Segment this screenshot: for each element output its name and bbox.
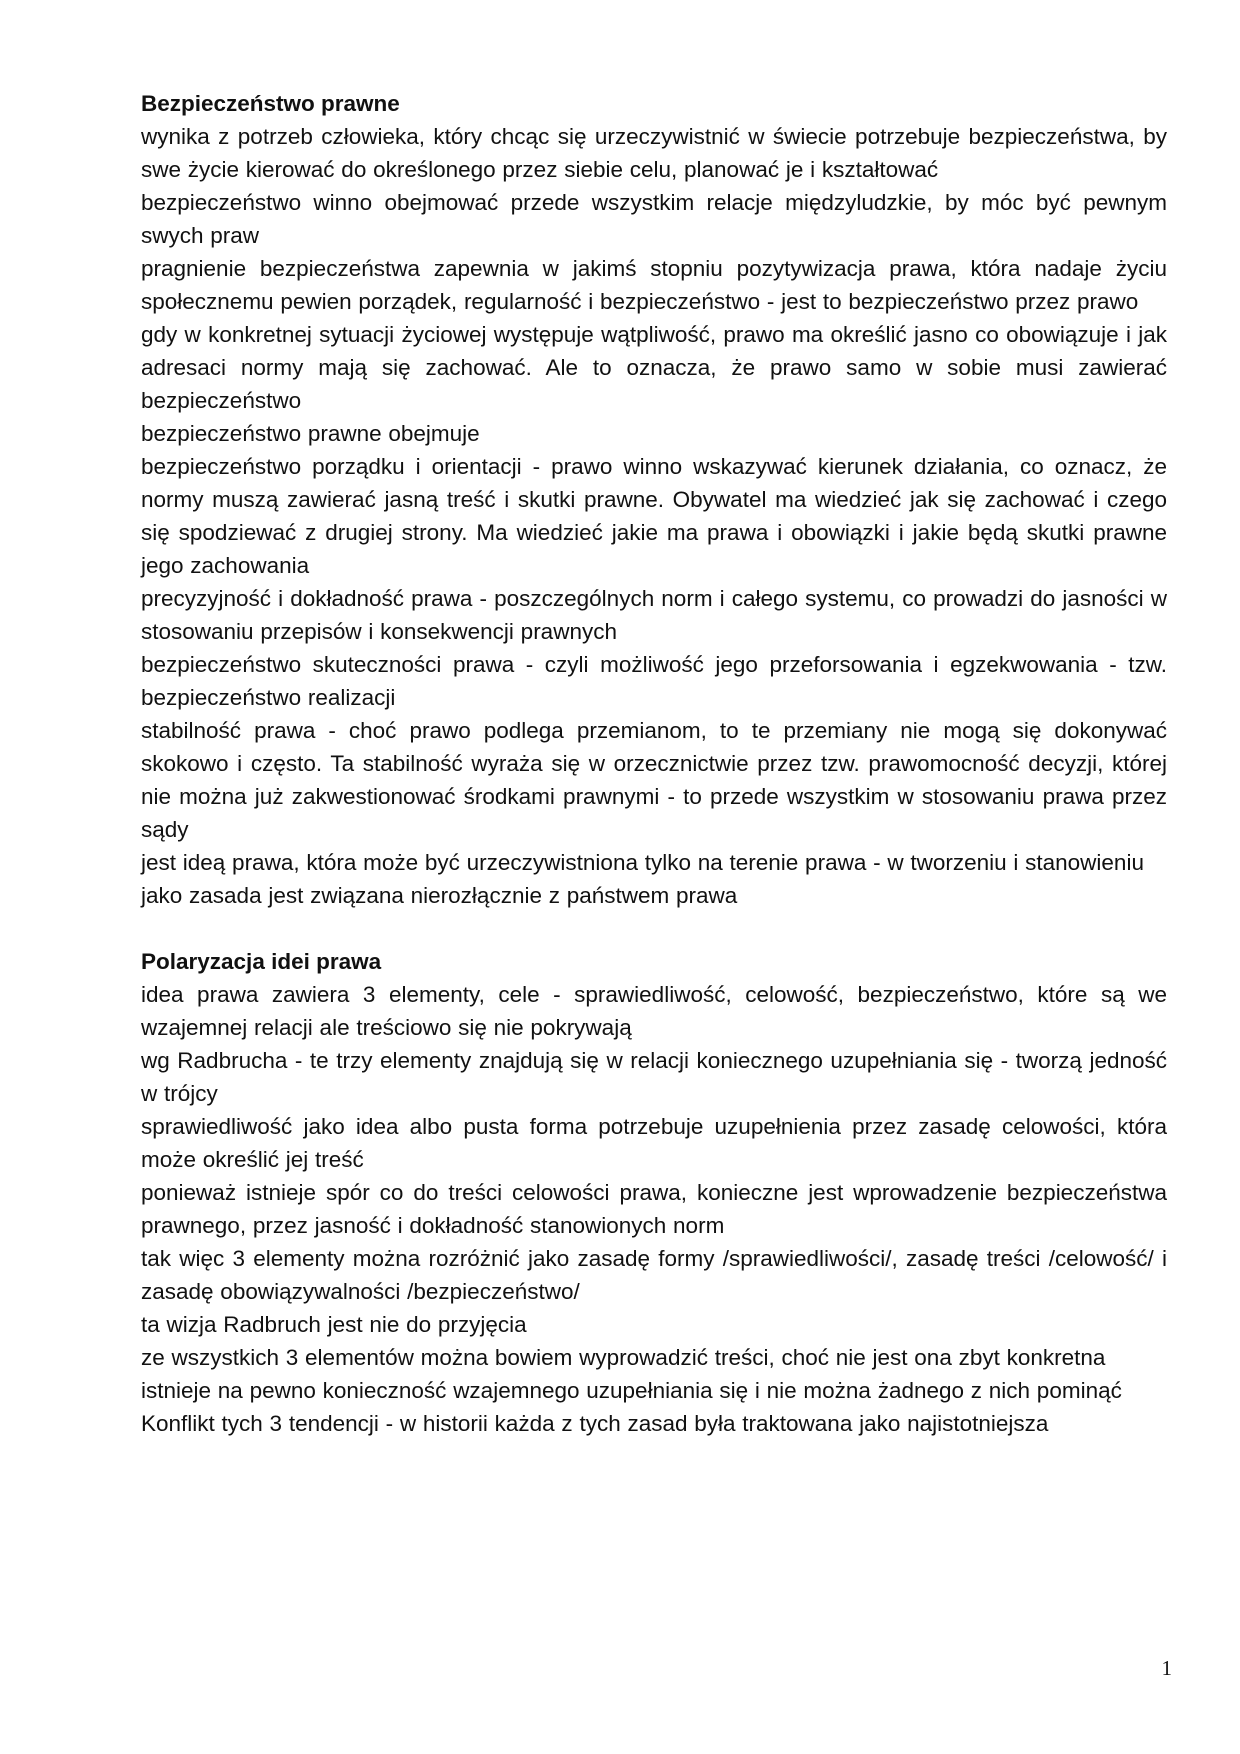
paragraph: precyzyjność i dokładność prawa - poszczególnych norm i całego systemu, co prowadzi do jasności w stosowaniu przepisów i konsekwencji prawnych [141,586,1167,644]
page-number: 1 [1161,1656,1172,1680]
paragraph: wg Radbrucha - te trzy elementy znajdują się w relacji koniecznego uzupełniania się - tworzą jedność w trójcy [141,1048,1167,1106]
paragraph: gdy w konkretnej sytuacji życiowej występuje wątpliwość, prawo ma określić jasno co obowiązuje i jak adresaci normy mają się zachować. Ale to oznacza, że prawo samo w sobie musi zawierać bezpieczeństwo [141,322,1167,413]
paragraph: ze wszystkich 3 elementów można bowiem wyprowadzić treści, choć nie jest ona zbyt konkretna [141,1345,1106,1370]
paragraph: tak więc 3 elementy można rozróżnić jako zasadę formy /sprawiedliwości/, zasadę treści /celowość/ i zasadę obowiązywalności /bezpieczeństwo/ [141,1246,1167,1304]
paragraph: jest ideą prawa, która może być urzeczywistniona tylko na terenie prawa - w tworzeniu i stanowieniu [141,850,1144,875]
section-polaryzacja-idei-prawa [141,945,1167,1440]
paragraph: bezpieczeństwo porządku i orientacji - prawo winno wskazywać kierunek działania, co oznacz, że normy muszą zawierać jasną treść i skutki prawne. Obywatel ma wiedzieć jak się zachować i czego się spodziewać z drugiej strony. Ma wiedzieć jakie ma prawa i obowiązki i jakie będą skutki prawne jego zachowania [141,454,1167,578]
paragraph: ta wizja Radbruch jest nie do przyjęcia [141,1312,527,1337]
paragraph: idea prawa zawiera 3 elementy, cele - sprawiedliwość, celowość, bezpieczeństwo, które są we wzajemnej relacji ale treściowo się nie pokrywają [141,982,1167,1040]
paragraph: jako zasada jest związana nierozłącznie z państwem prawa [141,883,738,908]
section-bezpieczenstwo-prawne [141,87,1167,912]
section-heading: Bezpieczeństwo prawne [141,91,400,116]
paragraph: stabilność prawa - choć prawo podlega przemianom, to te przemiany nie mogą się dokonywać skokowo i często. Ta stabilność wyraża się w orzecznictwie przez tzw. prawomocność decyzji, której nie można już zakwestionować środkami prawnymi - to przede wszystkim w stosowaniu prawa przez sądy [141,718,1167,842]
paragraph: istnieje na pewno konieczność wzajemnego uzupełniania się i nie można żadnego z nich pominąć [141,1378,1122,1403]
paragraph: bezpieczeństwo prawne obejmuje [141,421,480,446]
paragraph: sprawiedliwość jako idea albo pusta forma potrzebuje uzupełnienia przez zasadę celowości, która może określić jej treść [141,1114,1167,1172]
paragraph: pragnienie bezpieczeństwa zapewnia w jakimś stopniu pozytywizacja prawa, która nadaje życiu społecznemu pewien porządek, regularność i bezpieczeństwo - jest to bezpieczeństwo przez prawo [141,256,1167,314]
paragraph: Konflikt tych 3 tendencji - w historii każda z tych zasad była traktowana jako najistotniejsza [141,1411,1049,1436]
document-page-content [141,87,1167,1440]
paragraph: bezpieczeństwo winno obejmować przede wszystkim relacje międzyludzkie, by móc być pewnym swych praw [141,190,1167,248]
paragraph: wynika z potrzeb człowieka, który chcąc się urzeczywistnić w świecie potrzebuje bezpieczeństwa, by swe życie kierować do określonego przez siebie celu, planować je i kształtować [141,124,1167,182]
paragraph: bezpieczeństwo skuteczności prawa - czyli możliwość jego przeforsowania i egzekwowania - tzw. bezpieczeństwo realizacji [141,652,1167,710]
section-heading: Polaryzacja idei prawa [141,949,382,974]
paragraph: ponieważ istnieje spór co do treści celowości prawa, konieczne jest wprowadzenie bezpieczeństwa prawnego, przez jasność i dokładność stanowionych norm [141,1180,1167,1238]
